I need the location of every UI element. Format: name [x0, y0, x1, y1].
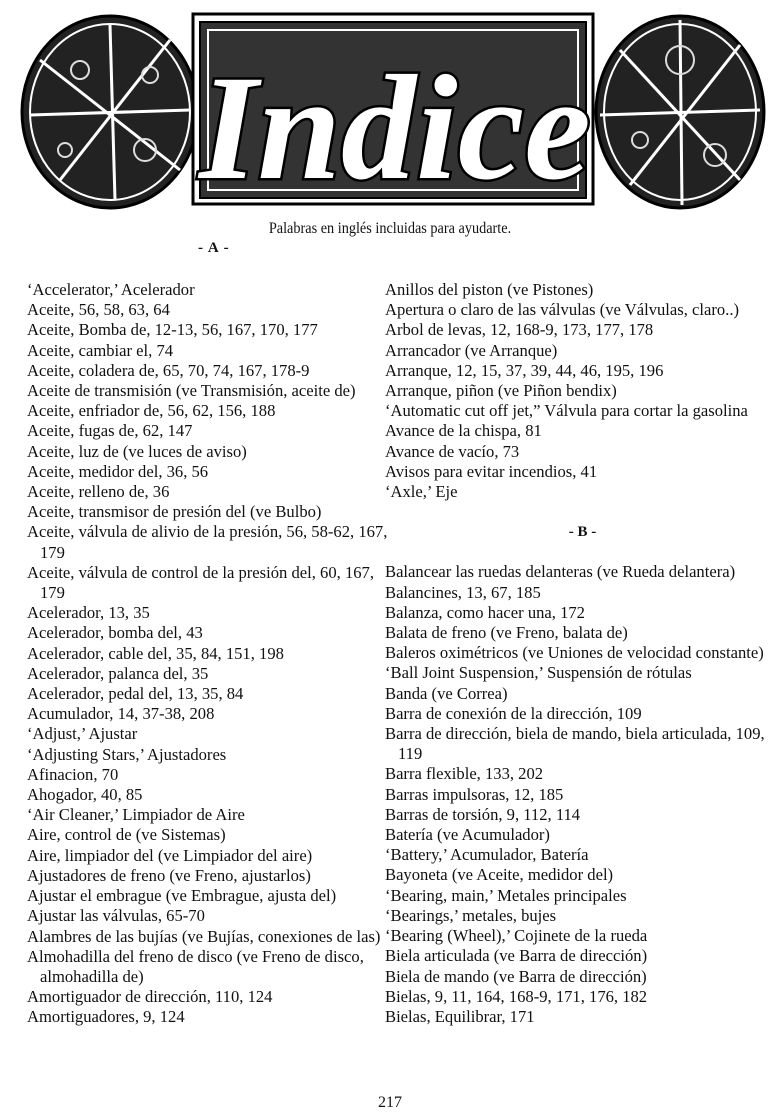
index-entry: ‘Adjusting Stars,’ Ajustadores	[27, 744, 227, 764]
index-entry: Ajustar el embrague (ve Embrague, ajusta del)	[27, 886, 337, 906]
index-entry: Aceite, Bomba de, 12-13, 56, 167, 170, 177	[27, 320, 318, 340]
index-entry: Ajustar las válvulas, 65-70	[27, 906, 205, 926]
index-entry: Aceite, relleno de, 36	[27, 482, 170, 502]
index-entry: Barras de torsión, 9, 112, 114	[385, 804, 581, 824]
right-tools-medallion	[596, 16, 764, 208]
index-entry: ‘Battery,’ Acumulador, Batería	[385, 845, 589, 865]
index-entry: Banda (ve Correa)	[385, 683, 508, 703]
index-entry: Balancear las ruedas delanteras (ve Rueda delantera)	[385, 562, 736, 582]
index-entry: Balancines, 13, 67, 185	[385, 582, 541, 602]
index-entry: Apertura o claro de las válvulas (ve Válvulas, claro..)	[385, 300, 740, 320]
subtitle: Palabras en inglés incluidas para ayudarte.	[268, 220, 512, 237]
index-entry: Aceite, medidor del, 36, 56	[27, 461, 209, 481]
indice-title: Indice	[199, 45, 591, 211]
index-entry: Biela de mando (ve Barra de dirección)	[385, 966, 647, 986]
index-entry: Aire, limpiador del (ve Limpiador del aire)	[27, 845, 313, 865]
index-entry: Aceite, válvula de alivio de la presión, 56, 58-62, 167, 179	[27, 522, 388, 562]
index-entry: Aceite, válvula de control de la presión del, 60, 167, 179	[27, 562, 374, 603]
index-entry: Bayoneta (ve Aceite, medidor del)	[385, 865, 614, 885]
index-entry: Amortiguadores, 9, 124	[27, 1007, 185, 1027]
index-entry: Arranque, 12, 15, 37, 39, 44, 46, 195, 196	[385, 360, 664, 380]
index-entry: Batería (ve Acumulador)	[385, 825, 550, 845]
index-entry: ‘Axle,’ Eje	[385, 482, 458, 502]
index-entry: Baleros oximétricos (ve Uniones de velocidad constante)	[385, 643, 764, 663]
index-entry: Aceite, enfriador de, 56, 62, 156, 188	[27, 401, 276, 421]
index-entry: Bielas, 9, 11, 164, 168-9, 171, 176, 182	[385, 986, 648, 1006]
section-b-entries	[385, 562, 780, 1027]
index-entry: Aceite de transmisión (ve Transmisión, aceite de)	[27, 381, 356, 401]
index-entry: Acumulador, 14, 37-38, 208	[27, 704, 215, 724]
section-a-continued	[385, 280, 780, 502]
index-entry: ‘Automatic cut off jet,” Válvula para cortar la gasolina	[385, 401, 748, 421]
index-entry: Aceite, luz de (ve luces de aviso)	[27, 441, 247, 461]
index-entry: Avance de vacío, 73	[385, 441, 520, 461]
index-entry: Acelerador, palanca del, 35	[27, 663, 209, 683]
index-entry: Aceite, 56, 58, 63, 64	[27, 300, 170, 320]
index-entry: Arranque, piñon (ve Piñon bendix)	[385, 381, 617, 401]
indice-title-illustration	[0, 0, 780, 215]
index-entry: ‘Accelerator,’ Acelerador	[27, 280, 195, 299]
index-entry: ‘Adjust,’ Ajustar	[27, 724, 138, 744]
index-column-right	[385, 280, 780, 1027]
index-entry: ‘Air Cleaner,’ Limpiador de Aire	[27, 805, 245, 825]
section-heading-b: - B -	[568, 524, 597, 541]
index-entry: Amortiguador de dirección, 110, 124	[27, 987, 273, 1007]
index-entry: Ajustadores de freno (ve Freno, ajustarlos)	[27, 865, 311, 885]
index-entry: Alambres de las bujías (ve Bujías, conexiones de las)	[27, 926, 381, 946]
index-entry: Arrancador (ve Arranque)	[385, 340, 558, 360]
index-entry: Anillos del piston (ve Pistones)	[385, 280, 594, 299]
index-entry: Balanza, como hacer una, 172	[385, 602, 585, 622]
index-entry: Acelerador, pedal del, 13, 35, 84	[27, 684, 244, 704]
index-entry: Almohadilla del freno de disco (ve Freno de disco, almohadilla de)	[27, 946, 364, 986]
index-entry: Avisos para evitar incendios, 41	[385, 461, 598, 481]
index-entry: Aceite, fugas de, 62, 147	[27, 421, 193, 441]
index-entry: Arbol de levas, 12, 168-9, 173, 177, 178	[385, 320, 654, 340]
title-banner	[193, 14, 593, 211]
index-column-left	[27, 280, 389, 1028]
index-entry: Aceite, coladera de, 65, 70, 74, 167, 178-9	[27, 360, 310, 380]
index-entry: Aceite, transmisor de presión del (ve Bulbo)	[27, 502, 322, 522]
index-entry: Barra flexible, 133, 202	[385, 764, 544, 784]
index-entry: Biela articulada (ve Barra de dirección)	[385, 946, 648, 966]
index-entry: Aire, control de (ve Sistemas)	[27, 825, 226, 845]
index-entry: ‘Ball Joint Suspension,’ Suspensión de rótulas	[385, 663, 692, 683]
page-number: 217	[378, 1094, 402, 1111]
index-entry: ‘Bearing (Wheel),’ Cojinete de la rueda	[385, 926, 648, 946]
index-entry: Balata de freno (ve Freno, balata de)	[385, 623, 628, 643]
section-heading-a: - A -	[198, 240, 230, 256]
index-entry: Acelerador, cable del, 35, 84, 151, 198	[27, 643, 284, 663]
index-entry: ‘Bearing, main,’ Metales principales	[385, 885, 627, 905]
index-entry: Aceite, cambiar el, 74	[27, 340, 174, 360]
index-entry: Acelerador, 13, 35	[27, 603, 150, 623]
index-entry: Barra de conexión de la dirección, 109	[385, 703, 642, 723]
index-entry: ‘Bearings,’ metales, bujes	[385, 905, 557, 925]
index-entry: Barra de dirección, biela de mando, biela articulada, 109, 119	[385, 724, 765, 764]
index-entry: Avance de la chispa, 81	[385, 421, 542, 441]
index-entry: Afinacion, 70	[27, 764, 119, 784]
left-tools-medallion	[22, 16, 198, 208]
index-entry: Barras impulsoras, 12, 185	[385, 784, 564, 804]
index-entry: Ahogador, 40, 85	[27, 785, 143, 805]
index-entry: Acelerador, bomba del, 43	[27, 623, 203, 643]
index-entry: Bielas, Equilibrar, 171	[385, 1006, 535, 1026]
